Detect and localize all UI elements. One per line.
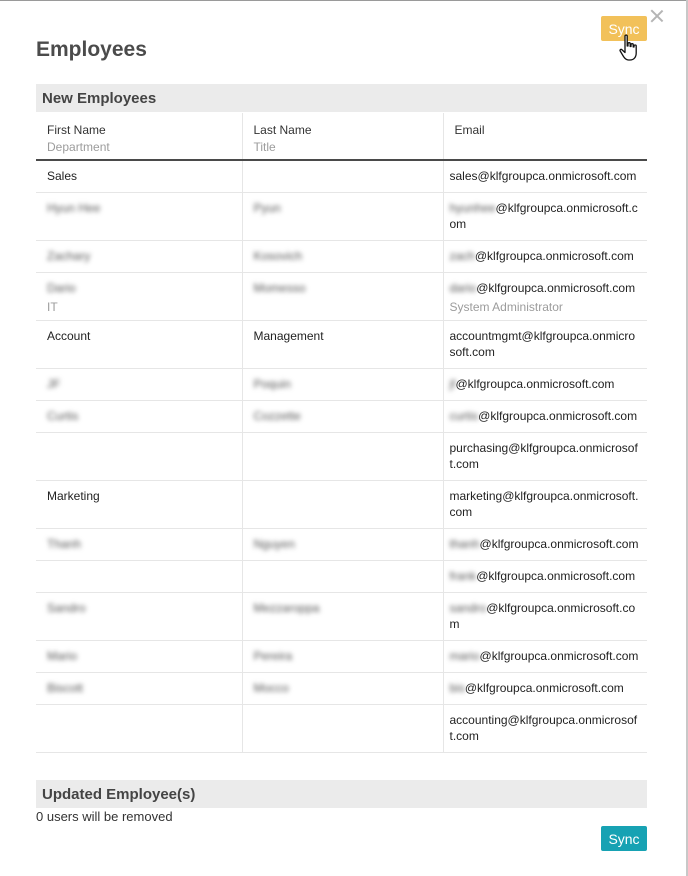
cell-last-name [242, 481, 443, 529]
email-user-value: bis [449, 681, 465, 695]
table-row [36, 673, 647, 705]
close-icon[interactable] [650, 9, 664, 23]
cell-email [443, 401, 647, 433]
cell-first-name [36, 369, 242, 401]
email-user-value: zach [449, 249, 475, 263]
cell-first-name [36, 705, 242, 753]
table-row [36, 401, 647, 433]
cell-last-name [242, 673, 443, 705]
cell-last-name [242, 705, 443, 753]
cell-first-name [36, 641, 242, 673]
email-value: @klfgroupca.onmicrosoft.com [455, 377, 615, 391]
email-user-value: curtis [449, 409, 479, 423]
window-top-border [0, 0, 688, 1]
cell-email [443, 433, 647, 481]
first-name-value: Sales [47, 169, 78, 183]
cell-last-name [242, 561, 443, 593]
cell-email [443, 529, 647, 561]
first-name-value: Thanh [47, 537, 82, 551]
email-value: @klfgroupca.onmicrosoft.com [476, 281, 636, 295]
cell-last-name [242, 529, 443, 561]
first-name-value: Mario [47, 649, 78, 663]
first-name-value: Marketing [47, 489, 100, 503]
cell-last-name [242, 273, 443, 321]
column-header-first-name[interactable] [36, 113, 242, 160]
table-row [36, 321, 647, 369]
cell-first-name [36, 401, 242, 433]
email-user-value: hyunhee [449, 201, 496, 215]
cell-email [443, 481, 647, 529]
email-user-value: jf [449, 377, 456, 391]
title-label: Title [253, 140, 276, 154]
cell-email [443, 673, 647, 705]
last-name-value: Mezzaroppa [253, 601, 320, 615]
cell-last-name [242, 160, 443, 193]
cell-last-name [242, 241, 443, 273]
table-row [36, 160, 647, 193]
table-row [36, 369, 647, 401]
email-user-value: dario [449, 281, 477, 295]
email-user-value: sandro [449, 601, 487, 615]
last-name-value: Poquin [253, 377, 291, 391]
new-employees-table [36, 113, 647, 753]
last-name-value: Momesso [253, 281, 306, 295]
cell-last-name [242, 593, 443, 641]
email-user-value: thanh [449, 537, 480, 551]
last-name-value: Pyun [253, 201, 281, 215]
cell-email [443, 321, 647, 369]
column-header-email[interactable] [443, 113, 647, 160]
table-row [36, 433, 647, 481]
last-name-value: Management [253, 329, 324, 343]
cell-last-name [242, 193, 443, 241]
email-user-value: frank [449, 569, 477, 583]
email-value: marketing@klfgroupca.onmicrosoft.com [449, 489, 639, 519]
department-value: IT [47, 300, 58, 314]
updated-employees-header: Updated Employee(s) [36, 780, 647, 808]
first-name-value: Hyun Hee [47, 201, 101, 215]
email-title-value: System Administrator [449, 300, 563, 314]
cell-last-name [242, 641, 443, 673]
first-name-value: Account [47, 329, 91, 343]
first-name-value: Curtis [47, 409, 79, 423]
email-value: @klfgroupca.onmicrosoft.com [449, 601, 636, 631]
cell-first-name [36, 529, 242, 561]
removed-users-text: 0 users will be removed [36, 809, 173, 824]
email-user-value: mario [449, 649, 480, 663]
page-title: Employees [36, 38, 147, 61]
cell-last-name [242, 321, 443, 369]
last-name-value: Nguyen [253, 537, 295, 551]
email-value: @klfgroupca.onmicrosoft.com [476, 569, 636, 583]
table-header-row [36, 113, 647, 160]
cell-email [443, 593, 647, 641]
first-name-value: JF [47, 377, 61, 391]
table-row [36, 241, 647, 273]
last-name-value: Kosovich [253, 249, 303, 263]
email-label: Email [454, 123, 485, 137]
cell-first-name [36, 273, 242, 321]
cell-email [443, 561, 647, 593]
cell-last-name [242, 401, 443, 433]
cell-last-name [242, 433, 443, 481]
cell-first-name [36, 160, 242, 193]
cell-email [443, 273, 647, 321]
column-header-last-name[interactable] [242, 113, 443, 160]
first-name-value: Sandro [47, 601, 86, 615]
department-label: Department [47, 140, 110, 154]
cell-first-name [36, 593, 242, 641]
cell-first-name [36, 321, 242, 369]
cell-email [443, 160, 647, 193]
last-name-value: Mocco [253, 681, 289, 695]
cell-email [443, 641, 647, 673]
email-value: @klfgroupca.onmicrosoft.com [474, 249, 634, 263]
cell-first-name [36, 673, 242, 705]
sync-button-bottom[interactable]: Sync [601, 826, 647, 851]
table-row [36, 529, 647, 561]
cell-first-name [36, 481, 242, 529]
cell-first-name [36, 433, 242, 481]
table-row [36, 593, 647, 641]
email-value: accounting@klfgroupca.onmicrosoft.com [449, 713, 638, 743]
email-value: @klfgroupca.onmicrosoft.com [479, 649, 639, 663]
first-name-value: Biscott [47, 681, 84, 695]
table-row [36, 705, 647, 753]
table-row [36, 561, 647, 593]
cell-email [443, 705, 647, 753]
sync-button-top[interactable]: Sync [601, 16, 647, 41]
email-value: @klfgroupca.onmicrosoft.com [478, 409, 638, 423]
new-employees-header: New Employees [36, 84, 647, 112]
cell-first-name [36, 561, 242, 593]
email-value: @klfgroupca.onmicrosoft.com [479, 537, 639, 551]
cell-first-name [36, 193, 242, 241]
email-value: @klfgroupca.onmicrosoft.com [449, 201, 638, 231]
cell-last-name [242, 369, 443, 401]
email-value: accountmgmt@klfgroupca.onmicrosoft.com [449, 329, 636, 359]
cell-first-name [36, 241, 242, 273]
table-row [36, 273, 647, 321]
email-value: @klfgroupca.onmicrosoft.com [464, 681, 624, 695]
last-name-label: Last Name [253, 123, 312, 137]
cell-email [443, 193, 647, 241]
table-row [36, 641, 647, 673]
cell-email [443, 369, 647, 401]
first-name-value: Dario [47, 281, 76, 295]
email-value: sales@klfgroupca.onmicrosoft.com [449, 169, 637, 183]
hand-cursor-icon [618, 34, 642, 62]
last-name-value: Cozzette [253, 409, 301, 423]
table-row [36, 481, 647, 529]
email-value: purchasing@klfgroupca.onmicrosoft.com [449, 441, 638, 471]
cell-email [443, 241, 647, 273]
table-row [36, 193, 647, 241]
first-name-label: First Name [47, 123, 106, 137]
last-name-value: Pereira [253, 649, 293, 663]
first-name-value: Zachary [47, 249, 91, 263]
